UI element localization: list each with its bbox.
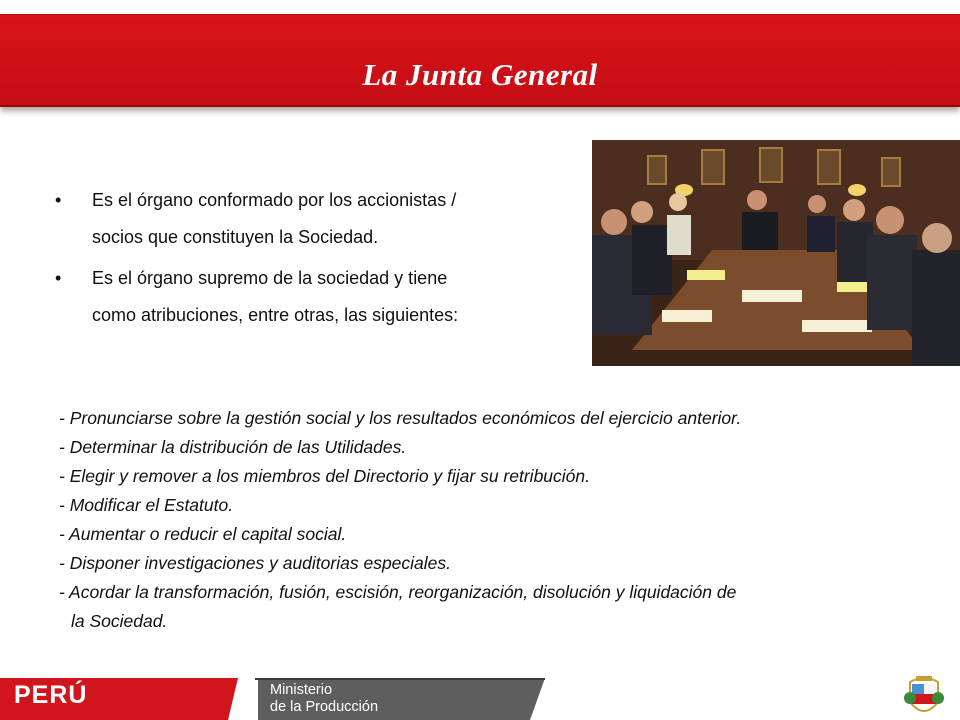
bullet-line: Es el órgano supremo de la sociedad y tiene bbox=[92, 268, 448, 288]
slide-title: La Junta General bbox=[362, 57, 598, 92]
duty-item-continuation: la Sociedad. bbox=[71, 611, 168, 631]
bullet-line: como atribuciones, entre otras, las siguientes: bbox=[92, 305, 459, 325]
ministry-line: de la Producción bbox=[270, 699, 379, 715]
board-meeting-photo bbox=[592, 140, 960, 366]
portrait-frame bbox=[818, 150, 840, 184]
table-papers bbox=[687, 270, 725, 280]
table-papers bbox=[662, 310, 712, 322]
duty-item: - Modificar el Estatuto. bbox=[59, 495, 234, 515]
footer-bar bbox=[0, 678, 960, 720]
portrait-frame bbox=[702, 150, 724, 184]
bullet-item bbox=[55, 182, 555, 256]
bullet-line: socios que constituyen la Sociedad. bbox=[92, 227, 379, 247]
bullet-item bbox=[55, 260, 555, 334]
coat-of-arms-icon bbox=[902, 676, 946, 720]
portrait-frame bbox=[648, 156, 666, 184]
bullet-marker: • bbox=[55, 268, 62, 288]
peru-brand: PERÚ bbox=[14, 681, 88, 709]
portrait-frame bbox=[882, 158, 900, 186]
duty-item: - Pronunciarse sobre la gestión social y los resultados económicos del ejercicio anterior. bbox=[59, 408, 742, 428]
duty-item: - Determinar la distribución de las Utilidades. bbox=[59, 437, 407, 457]
ministry-line: Ministerio bbox=[270, 682, 333, 698]
table-papers bbox=[802, 320, 872, 332]
table-papers bbox=[742, 290, 802, 302]
bullet-list bbox=[55, 182, 555, 338]
wall-lamp bbox=[848, 184, 866, 196]
duty-item: - Elegir y remover a los miembros del Directorio y fijar su retribución. bbox=[59, 466, 590, 486]
portrait-frame bbox=[760, 148, 782, 182]
ministry-label bbox=[270, 682, 378, 716]
duty-item: - Aumentar o reducir el capital social. bbox=[59, 524, 347, 544]
title-band bbox=[0, 14, 960, 107]
duties-list bbox=[59, 404, 939, 636]
footer-background bbox=[0, 678, 960, 720]
bullet-marker: • bbox=[55, 190, 62, 210]
duty-item: - Disponer investigaciones y auditorias especiales. bbox=[59, 553, 452, 573]
duty-item: - Acordar la transformación, fusión, escisión, reorganización, disolución y liquidación de bbox=[59, 582, 737, 602]
bullet-line: Es el órgano conformado por los accionistas / bbox=[92, 190, 457, 210]
